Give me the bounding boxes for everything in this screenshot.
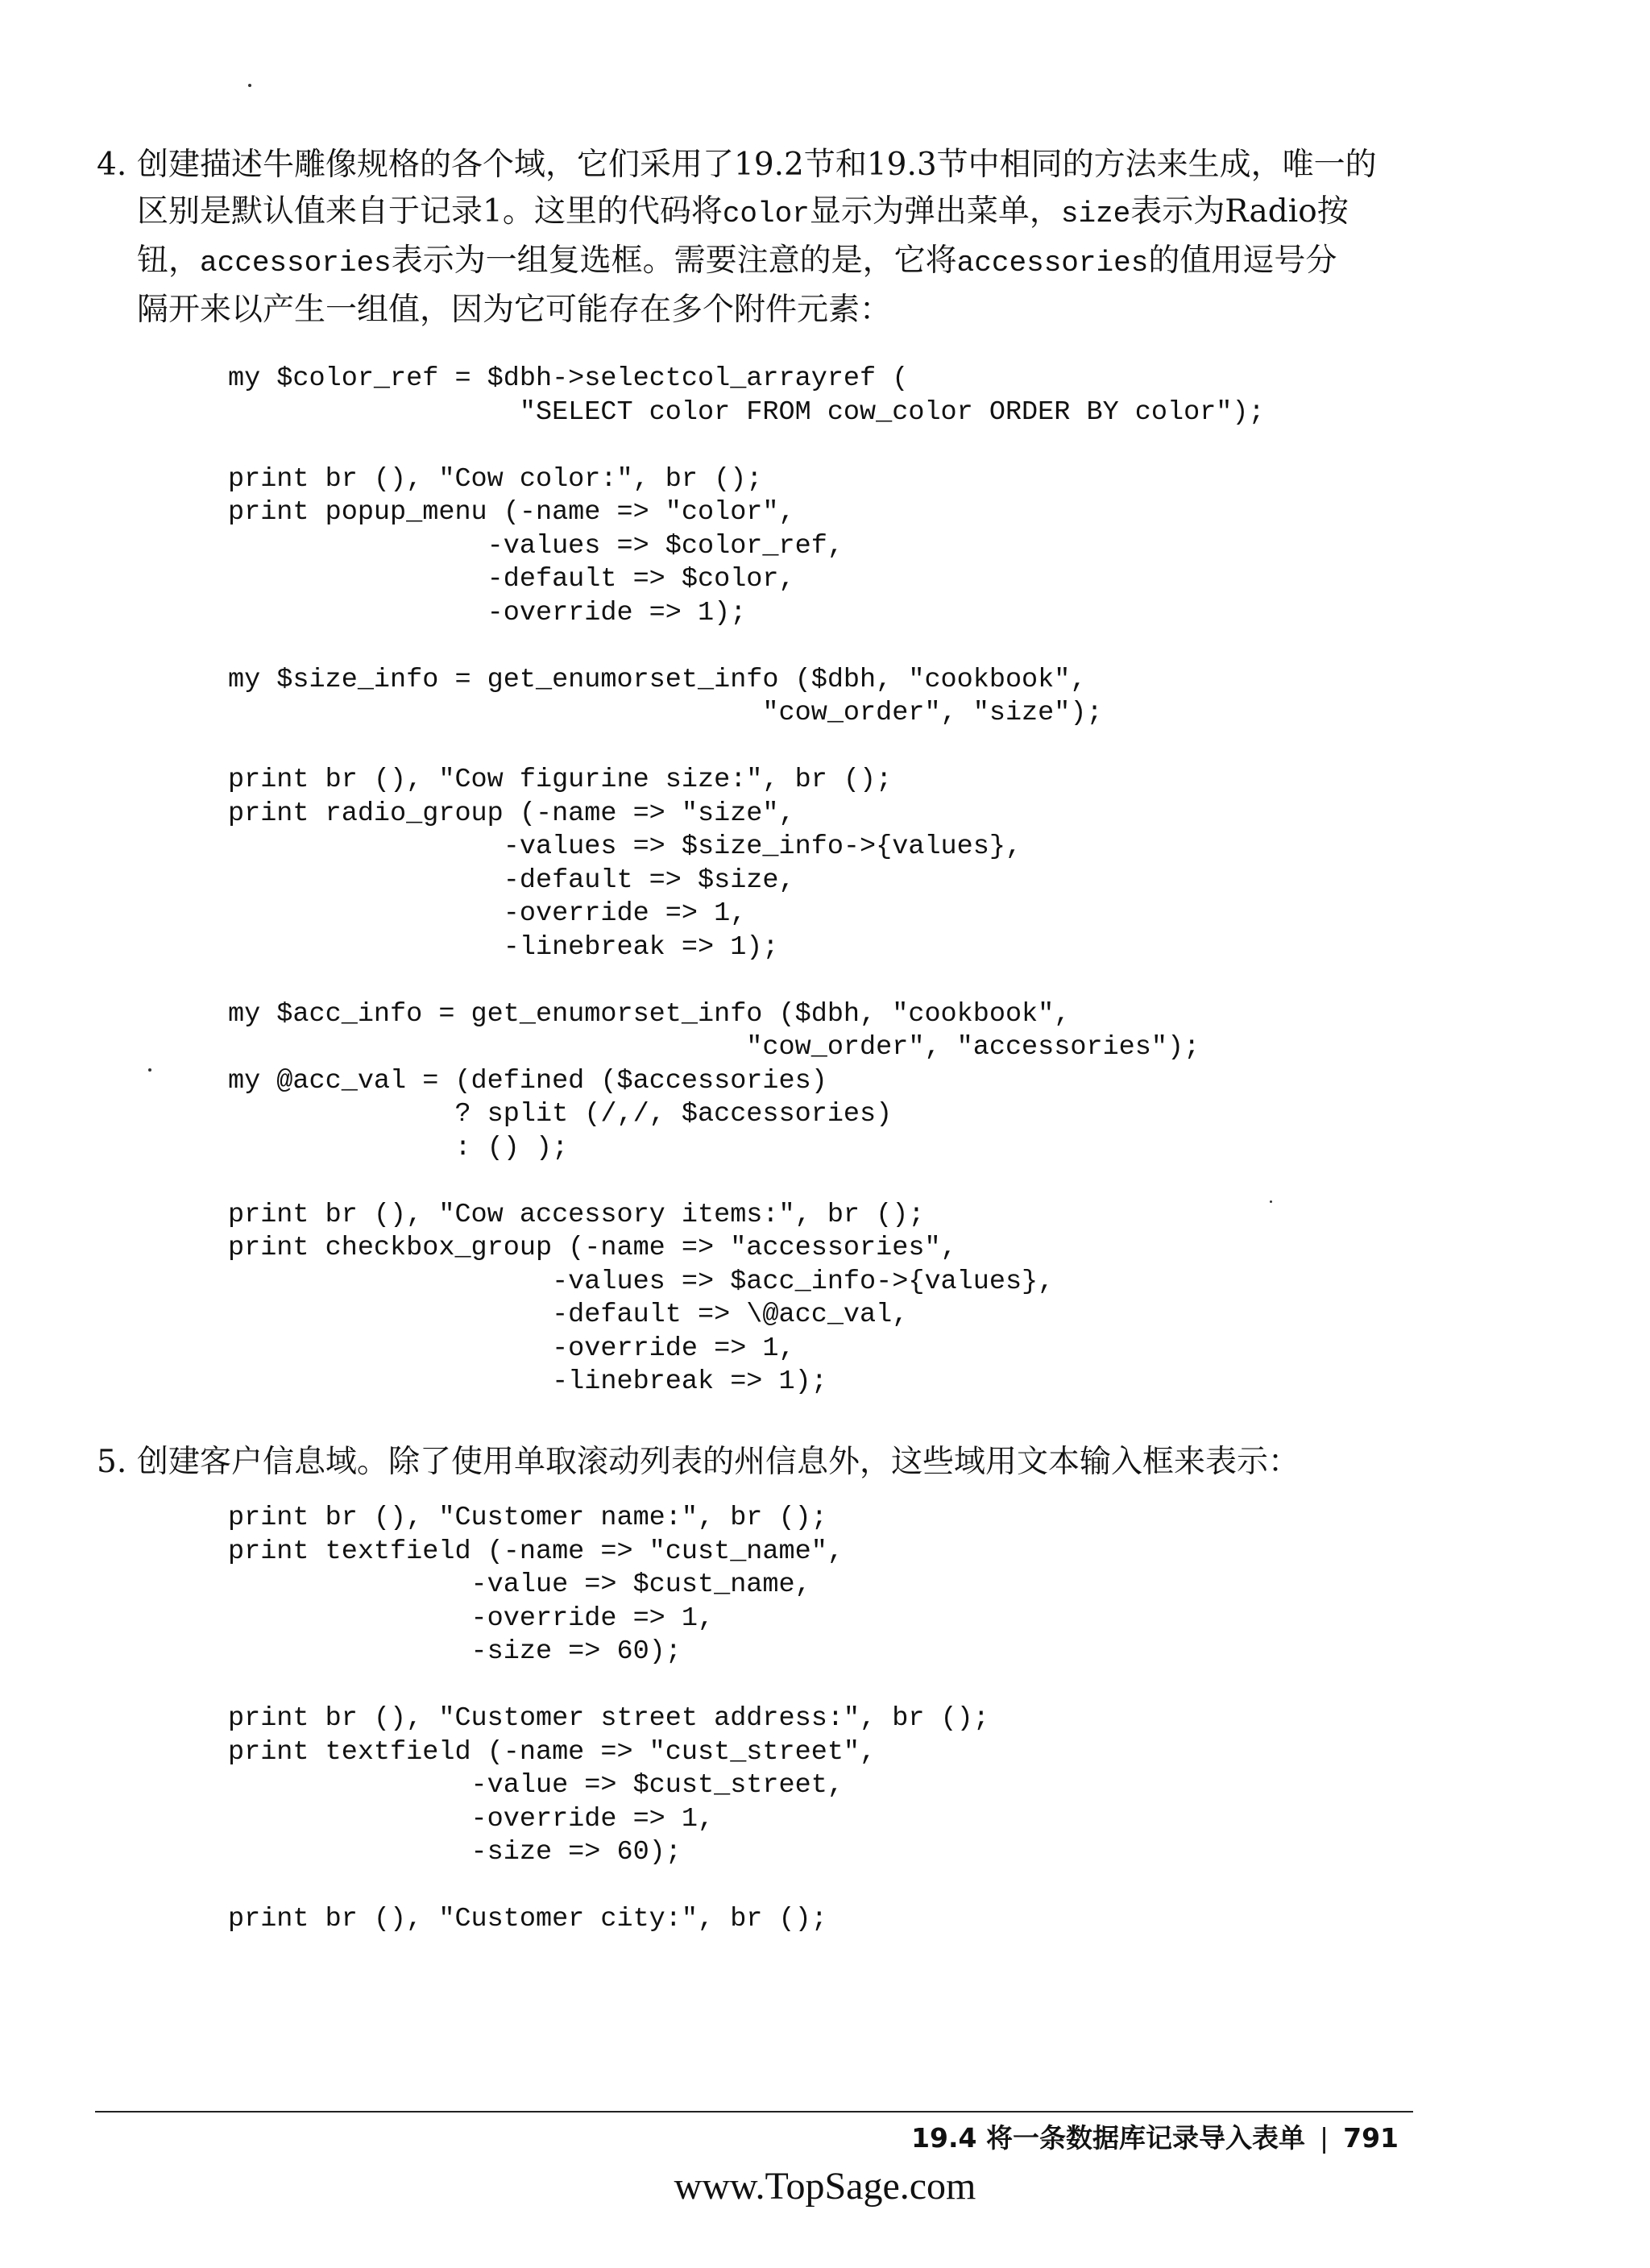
code-block-1: my $color_ref = $dbh->selectcol_arrayref ( "SELECT color FROM cow_color ORDER BY color"); print br (), "Cow color:", br (); print popup_menu (-name => "color", -values => $color_ref, -default => $color, -override => 1); my $size_info = get_enumorset_info ($dbh, "cookbook", "cow_order", "size"); print br (), "Cow figurine size:", br (); print radio_group (-name => "size", -values => $size_info->{values}, -default => $size, -override => 1, -linebreak => 1); my $acc_info = get_enumorset_info ($dbh, "cookbook", "cow_order", "accessories"); my @acc_val = (defined ($accessories) ? split (/,/, $accessories) : () ); print br (), "Cow accessory items:", br (); print checkbox_group (-name => "accessories", -values => $acc_info->{values}, -default => \@acc_val, -override => 1, -linebreak => 1); <box>228 363 1265 1397</box>
inline-code: size <box>1060 197 1131 230</box>
running-footer <box>911 2121 1399 2156</box>
step-5-paragraph <box>97 1439 1402 1486</box>
step-5-line-1: 创建客户信息域。除了使用单取滚动列表的州信息外，这些域用文本输入框来表示： <box>137 1444 1300 1480</box>
scan-speck <box>1270 1200 1272 1203</box>
page-number: 791 <box>1343 2122 1399 2154</box>
step-4-number: 4. <box>97 147 127 183</box>
inline-code: accessories <box>200 247 392 280</box>
scan-speck <box>248 84 251 87</box>
footer-separator: | <box>1319 2122 1329 2154</box>
step-4-paragraph <box>97 142 1402 334</box>
step-4-line-3: 钮，accessories表示为一组复选框。需要注意的是，它将accessories的值用逗号分 <box>137 243 1337 280</box>
footer-section-title: 19.4 将一条数据库记录导入表单 <box>911 2122 1305 2154</box>
footer-rule <box>95 2111 1413 2113</box>
step-4-line-1: 创建描述牛雕像规格的各个域，它们采用了19.2节和19.3节中相同的方法来生成，唯一的 <box>137 147 1377 183</box>
inline-code: color <box>722 197 810 230</box>
scan-speck <box>148 1068 151 1072</box>
code-block-2: print br (), "Customer name:", br (); print textfield (-name => "cust_name", -value => $cust_name, -override => 1, -size => 60); print br (), "Customer street address:", br (); print textfield (-name => "cust_street", -value => $cust_street, -override => 1, -size => 60); print br (), "Customer city:", br (); <box>228 1503 989 1934</box>
step-5-number: 5. <box>97 1444 127 1480</box>
step-4-line-2: 区别是默认值来自于记录1。这里的代码将color显示为弹出菜单，size表示为Radio按 <box>137 193 1349 230</box>
watermark-url: www.TopSage.com <box>674 2165 976 2208</box>
inline-code: accessories <box>956 247 1149 280</box>
step-4-line-4: 隔开来以产生一组值，因为它可能存在多个附件元素： <box>137 292 892 328</box>
